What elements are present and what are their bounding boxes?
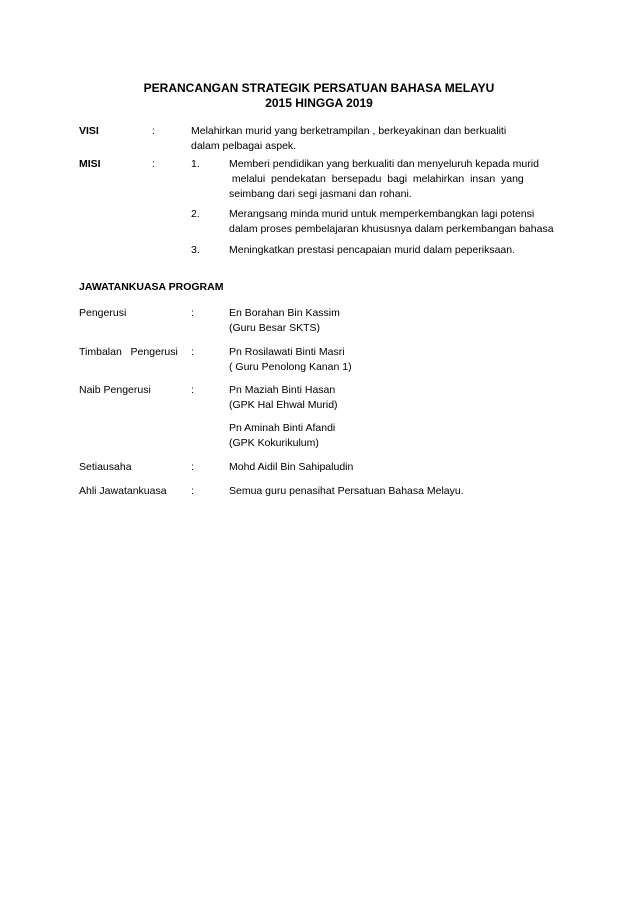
role-colon: : (191, 384, 194, 396)
document-title-line1: PERANCANGAN STRATEGIK PERSATUAN BAHASA MELAYU (143, 81, 495, 95)
misi-label: MISI (79, 158, 101, 170)
role-colon: : (191, 307, 194, 319)
misi-colon: : (152, 158, 155, 170)
visi-line-1: Melahirkan murid yang berketrampilan , berkeyakinan dan berkualiti (191, 125, 507, 137)
naib-pengerusi-2-title: (GPK Kokurikulum) (229, 437, 319, 449)
role-colon: : (191, 346, 194, 358)
misi-item-3-number: 3. (191, 244, 200, 256)
document-title-line2: 2015 HINGGA 2019 (265, 96, 373, 110)
jawatankuasa-heading: JAWATANKUASA PROGRAM (79, 281, 224, 293)
role-colon: : (191, 485, 194, 497)
ahli-jawatankuasa-members: Semua guru penasihat Persatuan Bahasa Melayu. (229, 485, 464, 497)
misi-item-1-number: 1. (191, 158, 200, 170)
misi-item-2-line-2: dalam proses pembelajaran khususnya dalam perkembangan bahasa (229, 223, 554, 235)
misi-item-1-line-1: Memberi pendidikan yang berkualiti dan menyeluruh kepada murid (229, 158, 539, 170)
misi-item-1-line-2: melalui pendekatan bersepadu bagi melahirkan insan yang (229, 173, 524, 185)
misi-item-3-line-1: Meningkatkan prestasi pencapaian murid dalam peperiksaan. (229, 244, 516, 256)
naib-pengerusi-2-name: Pn Aminah Binti Afandi (229, 422, 336, 434)
visi-colon: : (152, 125, 155, 137)
naib-pengerusi-1-title: (GPK Hal Ehwal Murid) (229, 399, 338, 411)
misi-item-2-number: 2. (191, 208, 200, 220)
timbalan-pengerusi-title: ( Guru Penolong Kanan 1) (229, 361, 352, 373)
misi-item-1-line-3: seimbang dari segi jasmani dan rohani. (229, 188, 412, 200)
role-colon: : (191, 461, 194, 473)
visi-line-2: dalam pelbagai aspek. (191, 140, 297, 152)
role-ahli-jawatankuasa: Ahli Jawatankuasa (79, 485, 167, 497)
setiausaha-name: Mohd Aidil Bin Sahipaludin (229, 461, 354, 473)
role-timbalan-pengerusi: Timbalan Pengerusi (79, 346, 178, 358)
misi-item-2-line-1: Merangsang minda murid untuk memperkembangkan lagi potensi (229, 208, 535, 220)
timbalan-pengerusi-name: Pn Rosilawati Binti Masri (229, 346, 345, 358)
role-pengerusi: Pengerusi (79, 307, 127, 319)
pengerusi-name: En Borahan Bin Kassim (229, 307, 340, 319)
role-setiausaha: Setiausaha (79, 461, 132, 473)
visi-label: VISI (79, 125, 99, 137)
pengerusi-title: (Guru Besar SKTS) (229, 322, 321, 334)
role-naib-pengerusi: Naib Pengerusi (79, 384, 151, 396)
naib-pengerusi-1-name: Pn Maziah Binti Hasan (229, 384, 336, 396)
